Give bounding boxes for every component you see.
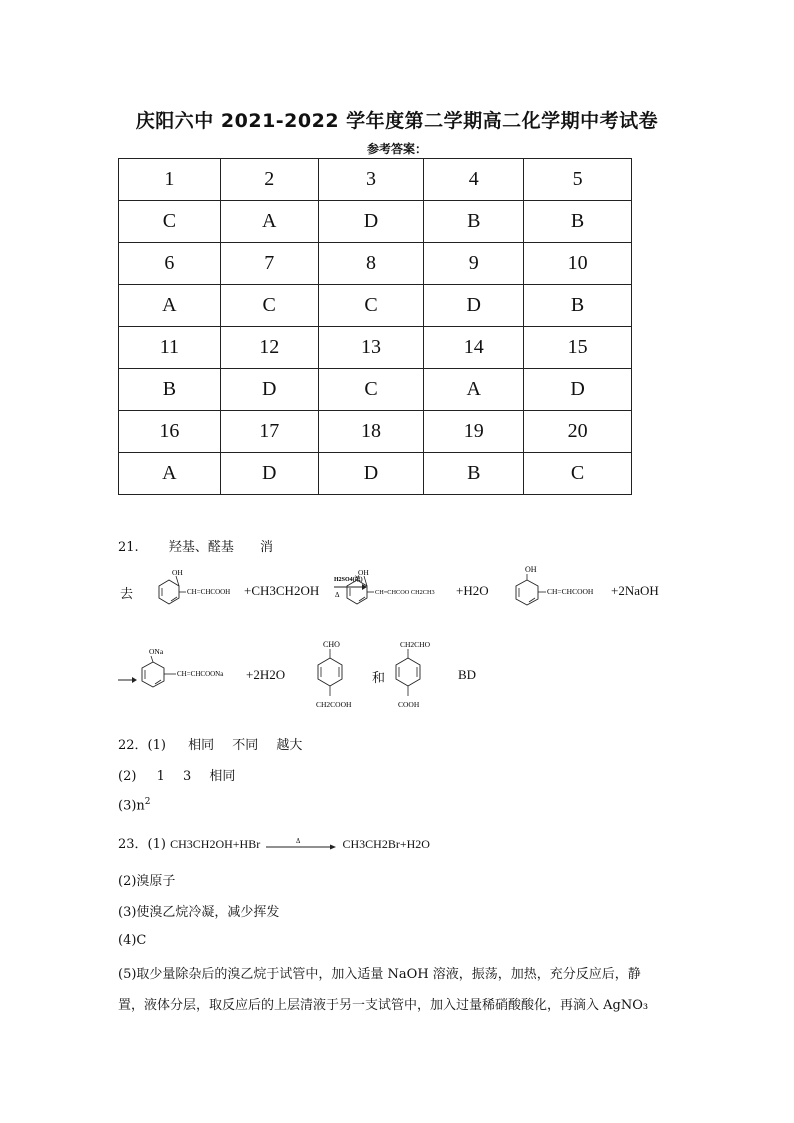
answer-table-cell: A [424,369,524,411]
page-title: 庆阳六中 2021-2022 学年度第二学期高二化学期中考试卷 [135,110,659,132]
struct3-oh-label: OH [525,565,537,574]
q22-3-label: (3)n [118,798,145,814]
answer-table-cell: 12 [220,327,318,369]
answer-table-cell: 6 [119,243,221,285]
answer-table-cell: 3 [318,159,424,201]
answer-table-cell: A [119,453,221,495]
answer-table-row [119,453,632,495]
answer-table-cell: B [524,201,632,243]
q22-3-sup: 2 [144,797,151,807]
structure-isomer-2 [386,638,446,714]
q22-1-a: 相同 [188,738,215,753]
plus-water: +H2O [456,583,489,598]
q22-2-c: 相同 [209,769,236,784]
answer-table-row [119,327,632,369]
q22-2-b: 3 [182,769,192,784]
answer-table [118,158,632,495]
answer-table-cell: A [119,285,221,327]
structure-ethyl-ester [346,566,454,612]
answer-key-heading: 参考答案： [366,142,427,156]
answer-table-cell: 15 [524,327,632,369]
isomer2-ch2cho-label: CH2CHO [400,640,431,649]
struct2-oh-label: OH [358,568,369,577]
answer-table-cell: C [318,285,424,327]
answer-table-cell: 9 [424,243,524,285]
q23-reaction-arrow [264,838,338,852]
q23-line-1 [118,833,430,852]
isomer1-cho-label: CHO [323,640,340,649]
answer-table-row [119,369,632,411]
q21-answer-reaction-type-b: 去 [120,587,134,602]
q21-answer-groups: 羟基、醛基 [168,540,234,555]
struct2-chain-label: CH=CHCOO CH2CH3 [375,589,435,596]
q22-line-3 [118,797,151,813]
answer-table-cell: 17 [220,411,318,453]
answer-table-row [119,411,632,453]
q23-answer-5-line-1: (5)取少量除杂后的溴乙烷于试管中，加入适量 NaOH 溶液，振荡，加热，充分反应后，静 [118,967,641,982]
answer-table-cell: 2 [220,159,318,201]
answer-table-cell: D [524,369,632,411]
answer-table-cell: 18 [318,411,424,453]
answer-table-cell: A [220,201,318,243]
q22-2-label: (2) [118,769,137,784]
answer-table-cell: D [318,201,424,243]
plus-ethanol: +CH3CH2OH [244,583,320,598]
q22-1-b: 不同 [232,738,259,753]
struct4-chain-label: CH=CHCOONa [177,670,224,678]
answer-table-cell: 11 [119,327,221,369]
q23-reactants: CH3CH2OH+HBr [170,837,261,851]
answer-table-cell: 1 [119,159,221,201]
arrow-condition-heat: Δ [335,591,340,599]
answer-table-cell: B [424,453,524,495]
structure-hydroxycinnamic-acid-1 [158,566,244,612]
q21-line [118,536,273,555]
struct4-ona-label: ONa [149,647,164,656]
answer-table-cell: 8 [318,243,424,285]
answer-table-cell: 7 [220,243,318,285]
answer-table-cell: 5 [524,159,632,201]
struct3-chain-label: CH=CHCOOH [547,587,594,596]
structure-hydroxycinnamic-acid-2 [514,566,614,612]
answer-table-cell: 20 [524,411,632,453]
structure-sodium-salt [136,646,248,694]
answer-table-cell: C [220,285,318,327]
q23-answer-4: (4)C [118,933,147,948]
answer-table-cell: B [524,285,632,327]
arrow-condition-acid: H2SO4(浓) [334,577,363,583]
answer-table-row [119,159,632,201]
answer-table-cell: 13 [318,327,424,369]
answer-table-row [119,285,632,327]
plus-2-water: +2H2O [246,667,286,682]
answer-table-cell: D [424,285,524,327]
answer-table-cell: C [318,369,424,411]
answer-table-row [119,201,632,243]
answer-table-cell: C [524,453,632,495]
answer-table-cell: 4 [424,159,524,201]
q22-2-a: 1 [156,769,165,784]
answer-table-cell: D [220,369,318,411]
answer-table-cell: 16 [119,411,221,453]
answer-table-cell: B [424,201,524,243]
structure-isomer-1 [306,638,366,714]
answer-table-row [119,243,632,285]
answer-table-cell: D [220,453,318,495]
q23-answer-3: (3)使溴乙烷冷凝，减少挥发 [118,905,280,920]
q22-1-c: 越大 [276,738,303,753]
plus-naoh: +2NaOH [611,583,659,598]
isomer1-ch2cooh-label: CH2COOH [316,700,352,709]
reaction-arrow-naoh [118,674,138,686]
answer-table-cell: 10 [524,243,632,285]
answer-table-cell: B [119,369,221,411]
and-word: 和 [372,670,386,685]
q22-line-1 [118,734,302,753]
q23-answer-2: (2)溴原子 [118,874,176,889]
q23-label: 23．(1) [118,837,166,852]
struct1-chain-label: CH=CHCOOH [187,588,231,596]
isomer2-cooh-label: COOH [398,700,420,709]
answer-table-cell: 19 [424,411,524,453]
q21-answer-reaction-type-a: 消 [259,540,273,555]
q21-answer-bd: BD [458,667,477,682]
answer-table-cell: C [119,201,221,243]
answer-table-cell: 14 [424,327,524,369]
q23-condition: Δ [296,837,301,845]
q22-label: 22．(1) [118,738,166,753]
q21-number: 21. [118,540,139,555]
answer-table-cell: D [318,453,424,495]
q23-answer-5-line-2: 置，液体分层，取反应后的上层清液于另一支试管中，加入过量稀硝酸酸化，再滴入 AgNO₃ [118,998,649,1013]
q23-products: CH3CH2Br+H2O [342,837,430,851]
q22-line-2 [118,765,235,784]
struct1-oh-label: OH [172,568,183,577]
